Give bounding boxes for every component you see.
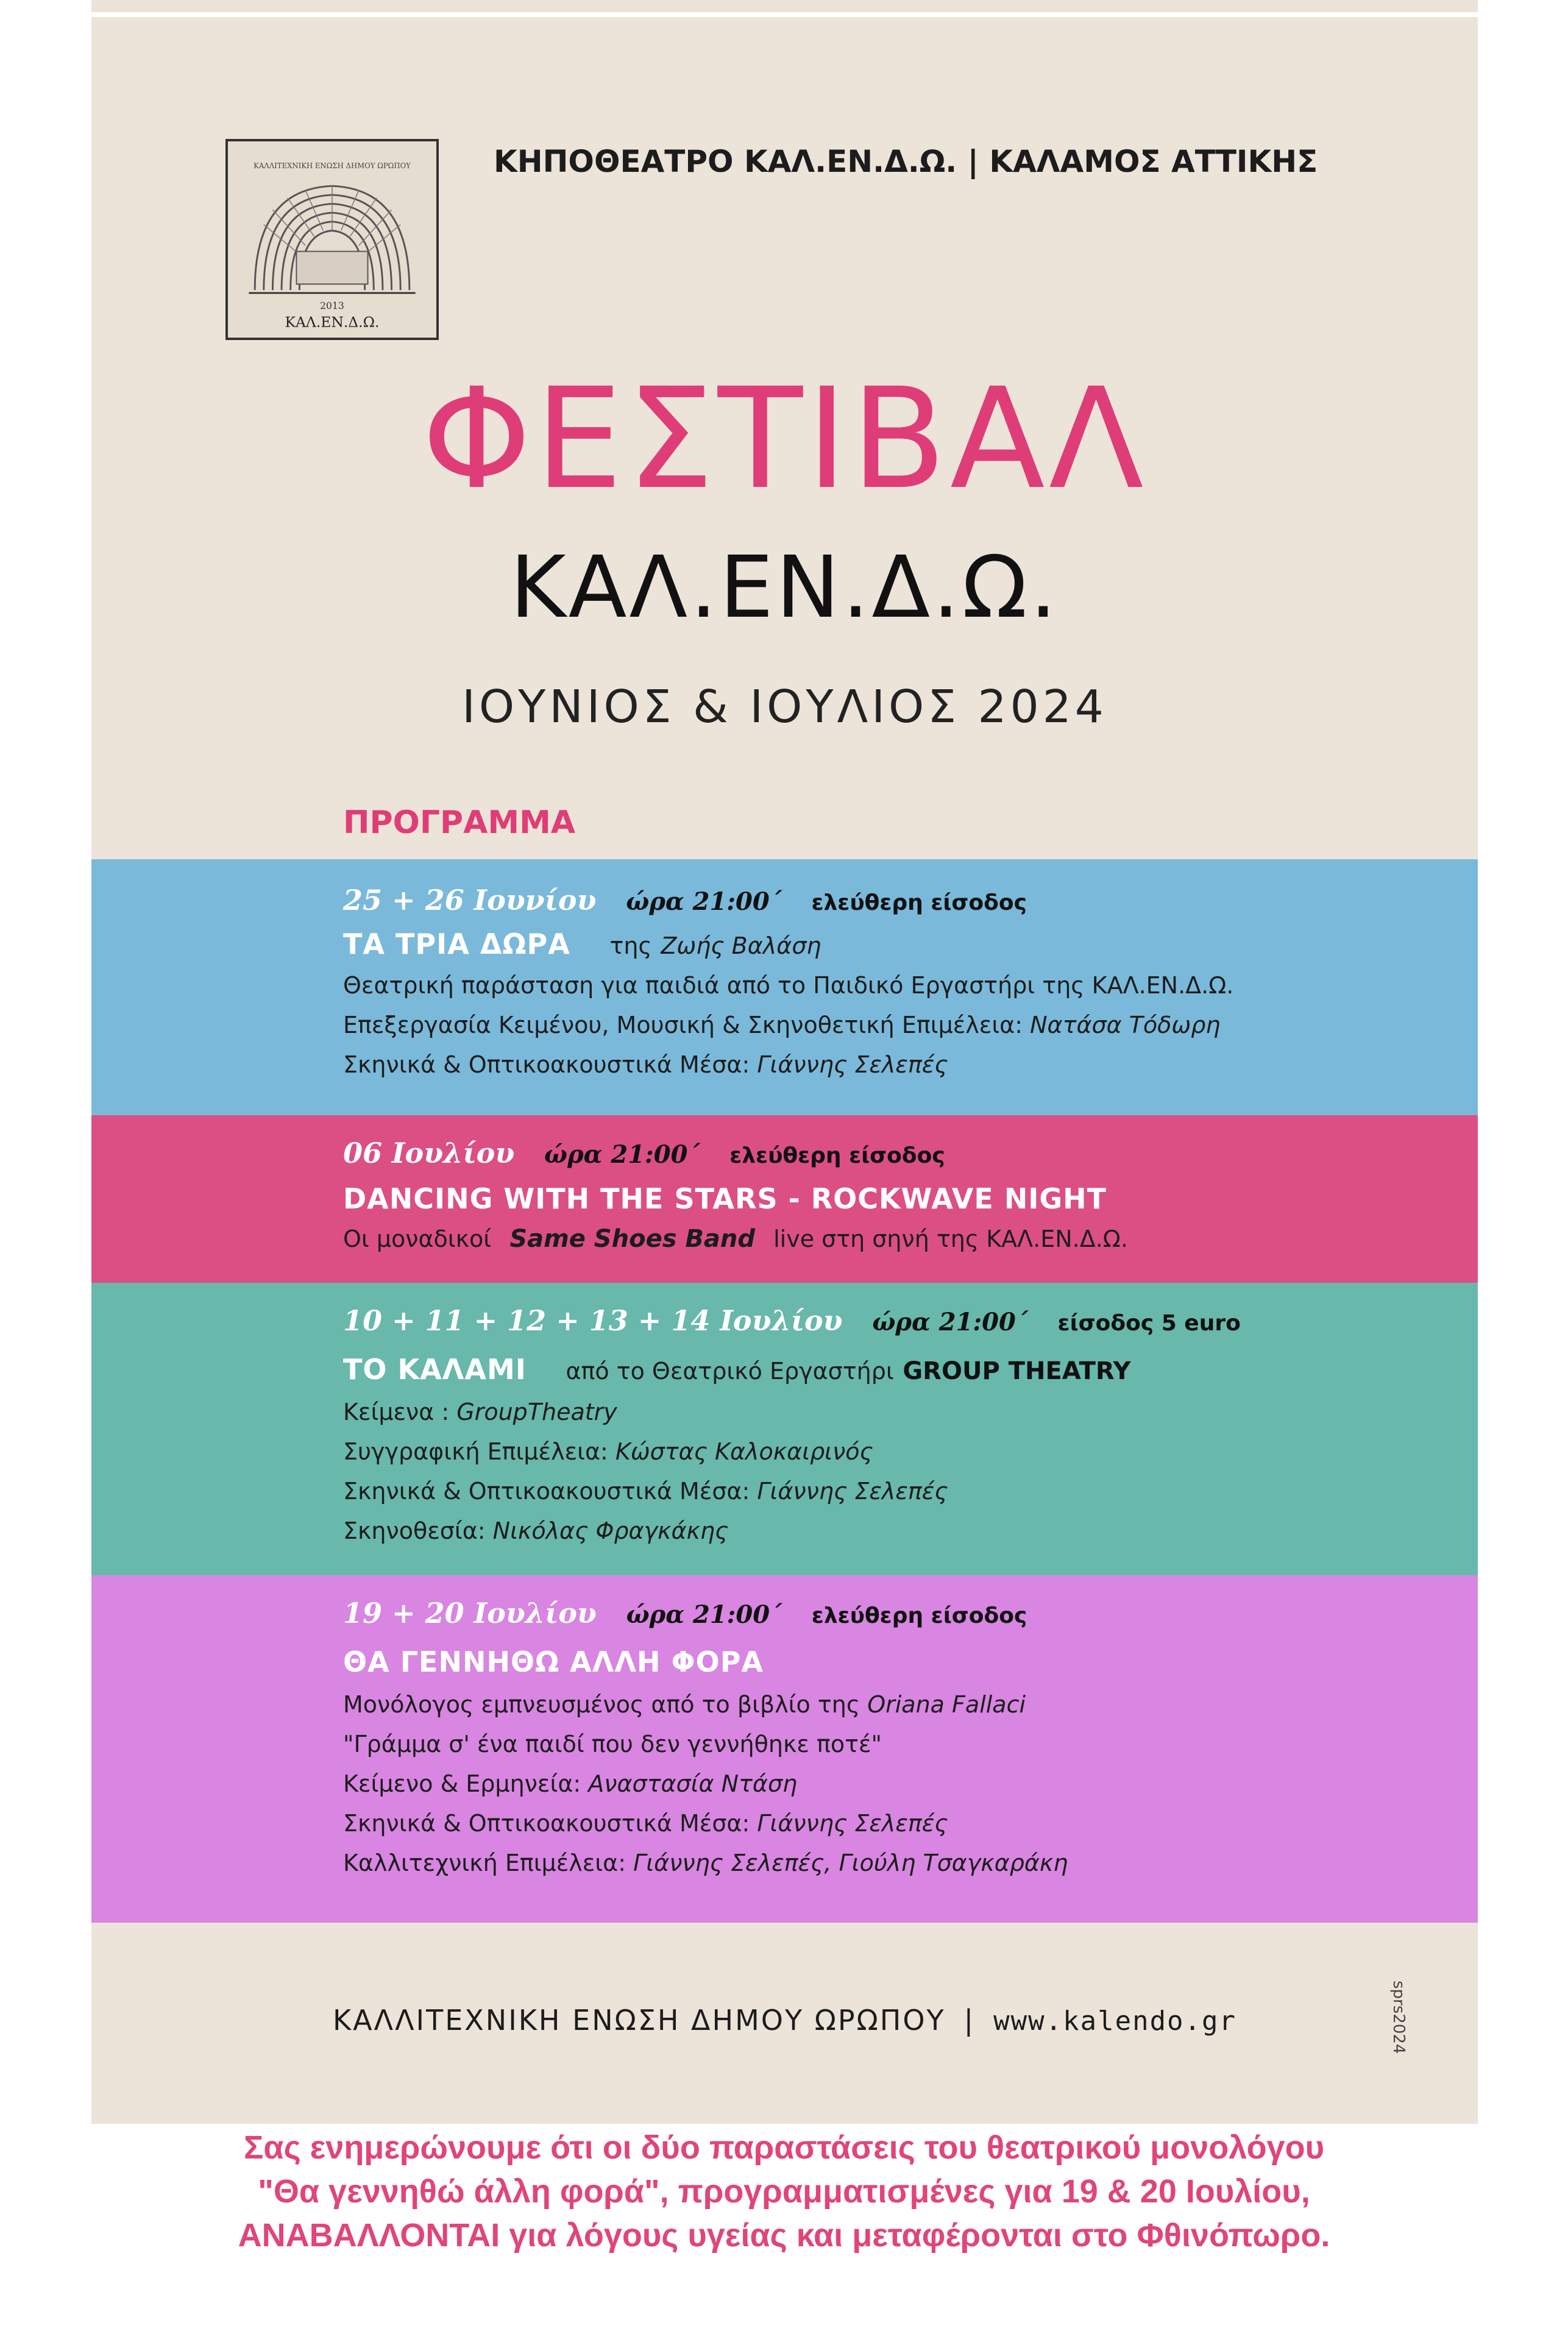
event-title-line [343,928,821,960]
detail-text: Σκηνικά & Οπτικοακουστικά Μέσα: [343,1810,757,1837]
event-entry: ελεύθερη είσοδος [811,890,1027,915]
festival-dates: ΙΟΥΝΙΟΣ & ΙΟΥΛΙΟΣ 2024 [462,681,1107,733]
band-name: Same Shoes Band [509,1225,756,1253]
event-date: 06 Ιουλίου [343,1137,515,1169]
detail-name: Αναστασία Ντάση [588,1770,798,1797]
event-title: ΤΟ ΚΑΛΑΜΙ [343,1353,527,1386]
event-date: 25 + 26 Ιουνίου [343,884,597,917]
event-title-by: από το Θεατρικό Εργαστήρι [566,1358,894,1385]
festival-poster [91,0,1478,2124]
event-title-line [343,1182,1107,1215]
detail-text: "Γράμμα σ' ένα παιδί που δεν γεννήθηκε ποτέ" [343,1731,882,1758]
amphitheatre-logo-icon [228,141,436,338]
detail-text: Κείμενο & Ερμηνεία: [343,1770,589,1797]
venue-heading: ΚΗΠΟΘΕΑΤΡΟ ΚΑΛ.ΕΝ.Δ.Ω. | ΚΑΛΑΜΟΣ ΑΤΤΙΚΗΣ [494,144,1318,179]
detail-text: Κείμενα : [343,1399,457,1425]
event-meta [343,1304,1241,1337]
event-title-by: της [609,932,652,959]
event-detail [343,1810,948,1837]
detail-text: Σκηνικά & Οπτικοακουστικά Μέσα: [343,1478,757,1505]
event-title-line [343,1645,764,1678]
detail-name: Νατάσα Τόδωρη [1030,1012,1221,1038]
detail-text: Καλλιτεχνική Επιμέλεια: [343,1850,634,1876]
logo-arc-text: ΚΑΛΛΙΤΕΧΝΙΚΗ ΕΝΩΣΗ ΔΗΜΟΥ ΩΡΩΠΟΥ [254,161,411,170]
detail-name: Κώστας Καλοκαιρινός [615,1438,873,1465]
event-detail [343,972,1233,999]
program-heading: ΠΡΟΓΡΑΜΜΑ [343,804,576,841]
event-detail [343,1517,728,1544]
festival-title: ΦΕΣΤΙΒΑΛ [422,358,1148,520]
event-detail [343,1399,617,1425]
event-time: ώρα 21:00΄ [626,1600,782,1629]
event-band [91,1283,1478,1575]
detail-text: Μονόλογος εμπνευσμένος από το βιβλίο της [343,1691,868,1718]
footer-organization: ΚΑΛΛΙΤΕΧΝΙΚΗ ΕΝΩΣΗ ΔΗΜΟΥ ΩΡΩΠΟΥ [332,2004,946,2037]
footer-separator: | [963,2004,976,2037]
detail-text: Σκηνικά & Οπτικοακουστικά Μέσα: [343,1051,757,1078]
logo-year: 2013 [320,300,344,312]
detail-name: Γιάννης Σελεπές [757,1810,948,1837]
event-author: Ζωής Βαλάση [661,932,821,959]
detail-text: Επεξεργασία Κειμένου, Μουσική & Σκηνοθετική Επιμέλεια: [343,1012,1031,1038]
event-title: DANCING WITH THE STARS - ROCKWAVE NIGHT [343,1182,1107,1215]
theatre-logo [225,139,439,340]
event-detail [343,1478,948,1505]
postponement-notice [0,2126,1568,2257]
detail-name: Γιάννης Σελεπές [757,1478,948,1505]
event-band [91,1575,1478,1923]
event-detail [343,1225,1128,1253]
event-detail [343,1012,1220,1038]
poster-footer [91,1993,1478,2048]
detail-name: Oriana Fallaci [867,1691,1026,1718]
festival-name: ΚΑΛ.ΕΝ.Δ.Ω. [509,538,1060,637]
design-credit: sprs2024 [1389,1981,1408,2054]
event-title-line [343,1353,1131,1386]
detail-name: Γιάννης Σελεπές, Γιούλη Τσαγκαράκη [633,1850,1068,1876]
event-detail [343,1051,948,1078]
event-time: ώρα 21:00΄ [872,1308,1028,1336]
event-band [91,859,1478,1115]
notice-line: Σας ενημερώνουμε ότι οι δύο παραστάσεις του θεατρικού μονολόγου [243,2129,1325,2166]
event-detail [343,1770,797,1797]
event-time: ώρα 21:00΄ [544,1140,700,1169]
detail-text: Οι μοναδικοί [343,1226,492,1252]
event-detail [343,1731,882,1758]
footer-website: www.kalendo.gr [993,2006,1237,2037]
event-time: ώρα 21:00΄ [626,887,782,916]
notice-line: ΑΝΑΒΑΛΛΟΝΤΑΙ για λόγους υγείας και μεταφέρονται στο Φθινόπωρο. [238,2217,1330,2254]
detail-text: Συγγραφική Επιμέλεια: [343,1438,615,1465]
event-entry: είσοδος 5 euro [1057,1311,1241,1336]
event-meta [343,1597,1027,1630]
detail-text: Θεατρική παράσταση για παιδιά από το Παιδικό Εργαστήρι της ΚΑΛ.ΕΝ.Δ.Ω. [343,972,1234,999]
detail-text: Σκηνοθεσία: [343,1517,493,1544]
detail-name: Γιάννης Σελεπές [757,1051,948,1078]
event-band [91,1115,1478,1283]
event-date: 19 + 20 Ιουλίου [343,1597,597,1630]
event-detail [343,1438,873,1465]
event-title: ΘΑ ΓΕΝΝΗΘΩ ΑΛΛΗ ΦΟΡΑ [343,1645,764,1678]
event-detail [343,1691,1026,1718]
event-title: ΤΑ ΤΡΙΑ ΔΩΡΑ [343,928,570,960]
event-meta [343,884,1027,917]
event-entry: ελεύθερη είσοδος [729,1143,945,1168]
event-date: 10 + 11 + 12 + 13 + 14 Ιουλίου [343,1304,843,1337]
event-detail [343,1850,1068,1876]
top-divider [91,12,1478,17]
logo-name: ΚΑΛ.ΕΝ.Δ.Ω. [285,313,380,331]
event-group: GROUP THEATRY [903,1357,1131,1385]
event-meta [343,1137,945,1169]
detail-name: Νικόλας Φραγκάκης [492,1517,729,1544]
event-entry: ελεύθερη είσοδος [811,1603,1027,1628]
detail-text: live στη σηνή της ΚΑΛ.ΕΝ.Δ.Ω. [773,1226,1128,1252]
notice-line: "Θα γεννηθώ άλλη φορά", προγραμματισμένες για 19 & 20 Ιουλίου, [258,2173,1310,2210]
detail-name: GroupTheatry [456,1399,617,1425]
